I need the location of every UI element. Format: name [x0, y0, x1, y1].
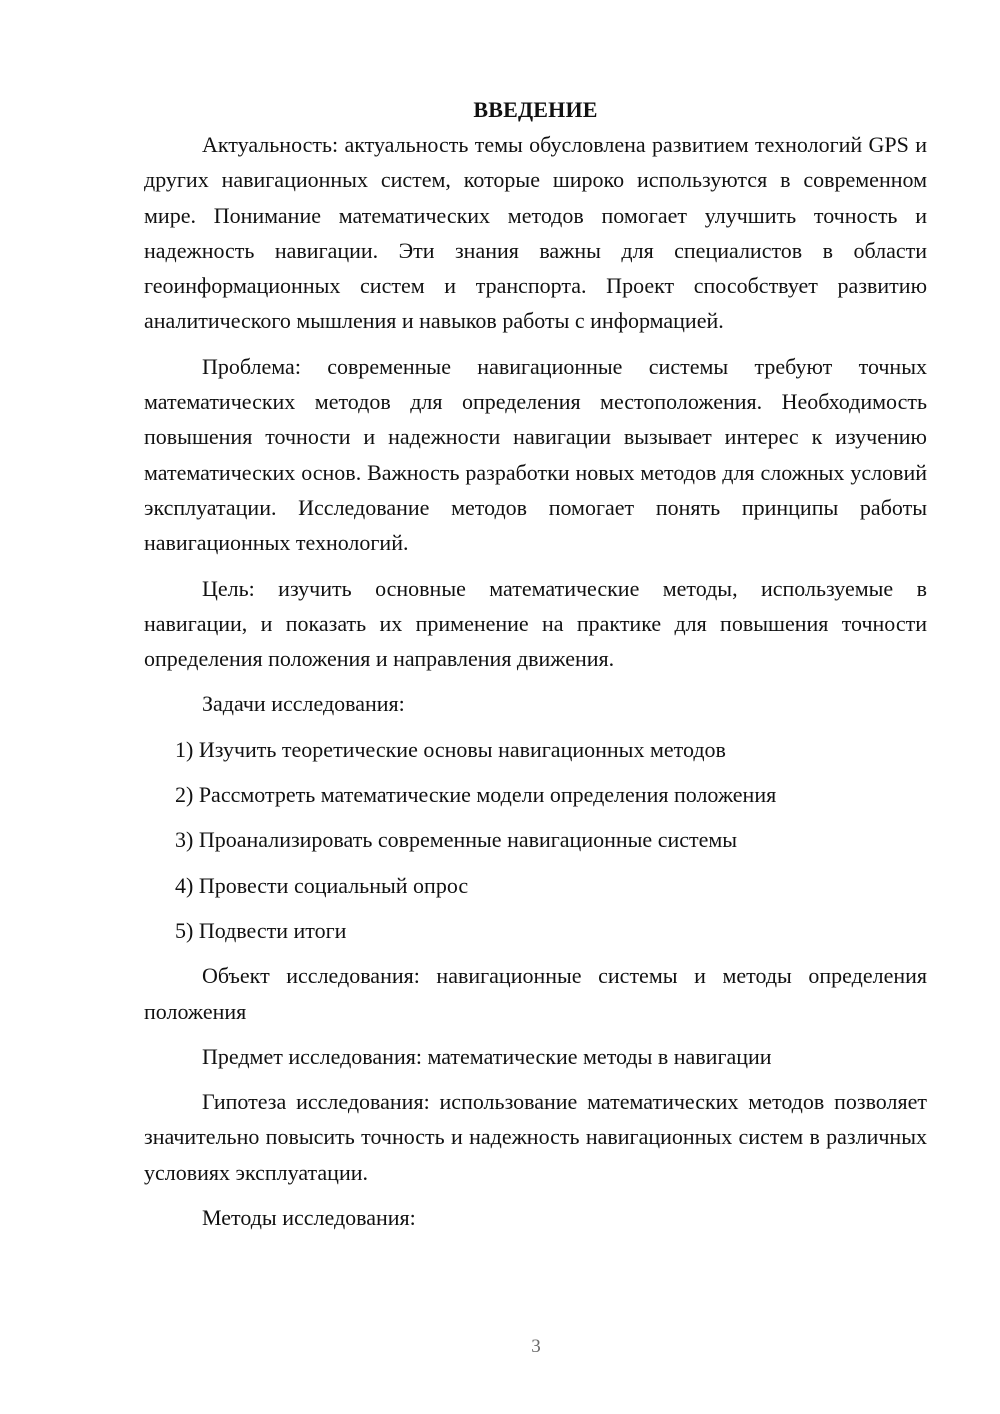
page-number: 3 — [531, 1336, 541, 1357]
paragraph-subject: Предмет исследования: математические методы в навигации — [202, 1043, 772, 1069]
tasks-title: Задачи исследования: — [202, 691, 405, 717]
list-item: 5) Подвести итоги — [175, 917, 347, 943]
list-item: 1) Изучить теоретические основы навигационных методов — [175, 736, 726, 762]
paragraph-goal: Цель: изучить основные математические методы, используемые в навигации, и показать их применение на практике для повышения точности определения положения и направления движения. — [144, 575, 927, 672]
section-heading: ВВЕДЕНИЕ — [473, 97, 598, 122]
paragraph-problem: Проблема: современные навигационные системы требуют точных математических методов для определения местоположения. Необходимость повышения точности и надежности навигации вызывает интерес к изучению математических основ. Важность разработки новых методов для сложных условий эксплуатации. Исследование методов помогает понять принципы работы навигационных технологий. — [144, 353, 927, 556]
list-item: 2) Рассмотреть математические модели определения положения — [175, 782, 777, 808]
list-item: 4) Провести социальный опрос — [175, 872, 469, 898]
methods-title: Методы исследования: — [202, 1205, 416, 1231]
page-content — [144, 92, 927, 1235]
paragraph-hypothesis: Гипотеза исследования: использование математических методов позволяет значительно повысить точность и надежность навигационных систем в различных условиях эксплуатации. — [144, 1089, 927, 1185]
tasks-list — [144, 732, 927, 948]
list-item: 3) Проанализировать современные навигационные системы — [175, 827, 738, 853]
paragraph-object: Объект исследования: навигационные системы и методы определения положения — [144, 963, 927, 1024]
paragraph-relevance: Актуальность: актуальность темы обусловлена развитием технологий GPS и других навигационных систем, которые широко используются в современном мире. Понимание математических методов помогает улучшить точность и надежность навигации. Эти знания важны для специалистов в области геоинформационных систем и транспорта. Проект способствует развитию аналитического мышления и навыков работы с информацией. — [144, 132, 927, 334]
